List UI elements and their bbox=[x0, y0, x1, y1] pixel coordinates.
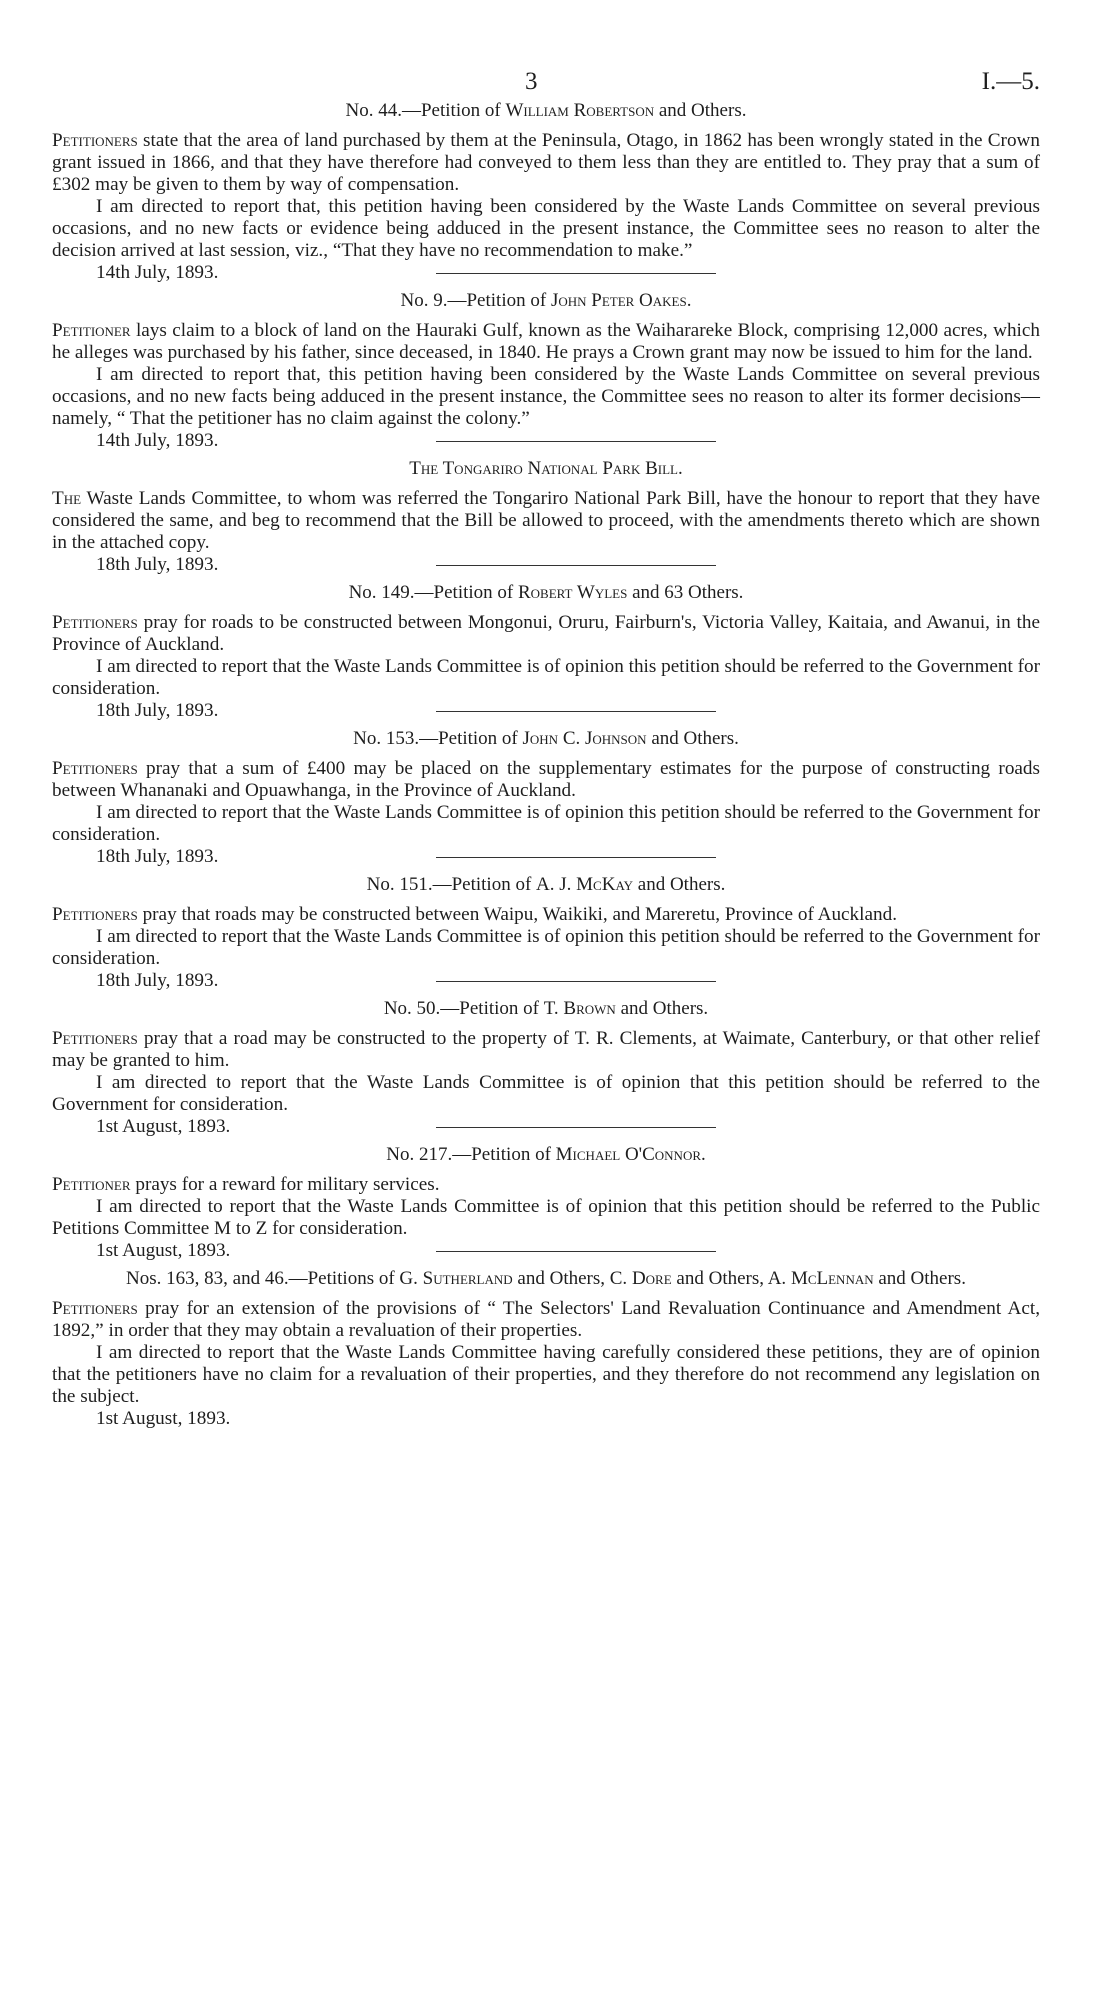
statement-text: pray that a sum of £400 may be placed on the supplementary estimates for the purpose of constructing roads between Whananaki and Opuawhanga, in the Province of Auckland. bbox=[52, 758, 1040, 801]
petitioner-name: William Robertson bbox=[505, 100, 655, 121]
section-divider bbox=[436, 711, 716, 712]
page-header bbox=[52, 0, 1040, 100]
statement-text: pray that roads may be constructed between Waipu, Waikiki, and Mareretu, Province of Auckland. bbox=[137, 904, 897, 925]
petitioner-name: John Peter Oakes bbox=[550, 290, 687, 311]
lead-word: Petitioners bbox=[52, 1028, 138, 1049]
petitioner-name: T. Brown bbox=[543, 998, 616, 1019]
section-divider bbox=[436, 857, 716, 858]
section-divider bbox=[436, 273, 716, 274]
document-reference: I.—5. bbox=[981, 68, 1040, 95]
page-number: 3 bbox=[525, 68, 538, 95]
report-date: 14th July, 1893. bbox=[96, 430, 219, 451]
petitioner-name-dore: Dore bbox=[631, 1268, 672, 1289]
committee-report: I am directed to report that, this petition having been considered by the Waste Lands Committee on several previous occasions, and no new facts or evidence being adduced in the present instance, the Committee sees no reason to alter the decision arrived at last session, viz., “That they have no recommendation to make.” bbox=[52, 196, 1040, 261]
section-divider bbox=[436, 1251, 716, 1252]
statement-text: pray for an extension of the provisions of “ The Selectors' Land Revaluation Continuance and Amendment Act, 1892,” in order that they may obtain a revaluation of their properties. bbox=[52, 1298, 1040, 1341]
section-divider bbox=[436, 565, 716, 566]
title-suffix: . bbox=[686, 290, 692, 311]
report-date: 18th July, 1893. bbox=[96, 700, 219, 721]
section-title bbox=[52, 728, 1040, 750]
title-suffix: . bbox=[701, 1144, 706, 1165]
title-prefix: No. 149.—Petition of bbox=[348, 582, 518, 603]
statement-text: pray for roads to be constructed between Mongonui, Oruru, Fairburn's, Victoria Valley, Kaitaia, and Awanui, in the Province of Auckland. bbox=[52, 612, 1040, 655]
committee-report: I am directed to report that the Waste Lands Committee having carefully considered these petitions, they are of opinion that the petitioners have no claim for a revaluation of their properties, and they therefore do not recommend any legislation on the subject. bbox=[52, 1342, 1040, 1407]
title-prefix: No. 217.—Petition of bbox=[386, 1144, 556, 1165]
report-date: 1st August, 1893. bbox=[96, 1408, 231, 1429]
lead-word: The bbox=[52, 488, 82, 509]
title-prefix: No. 153.—Petition of bbox=[353, 728, 523, 749]
title-connector: and Others, A. bbox=[671, 1268, 787, 1289]
title-prefix: Nos. 163, 83, and 46.—Petitions of G. bbox=[126, 1268, 423, 1289]
petition-statement bbox=[52, 612, 1040, 656]
lead-word: Petitioners bbox=[52, 904, 138, 925]
petition-statement bbox=[52, 758, 1040, 802]
petition-section-9 bbox=[52, 290, 1040, 452]
petitioner-name-mclennan: McLennan bbox=[790, 1268, 874, 1289]
section-title bbox=[52, 1144, 1040, 1166]
petitioner-name: A. J. McKay bbox=[536, 874, 634, 895]
section-title bbox=[52, 100, 1040, 122]
section-title bbox=[52, 290, 1040, 312]
petition-section-163-83-46 bbox=[52, 1268, 1040, 1430]
statement-text: prays for a reward for military services. bbox=[130, 1174, 440, 1195]
report-date: 1st August, 1893. bbox=[96, 1240, 231, 1261]
section-title bbox=[52, 998, 1040, 1020]
title-suffix: and 63 Others. bbox=[627, 582, 744, 603]
section-title bbox=[52, 582, 1040, 604]
bill-statement bbox=[52, 488, 1040, 554]
document-page bbox=[52, 0, 1040, 1430]
committee-report: I am directed to report that the Waste Lands Committee is of opinion that this petition should be referred to the Public Petitions Committee M to Z for consideration. bbox=[52, 1196, 1040, 1239]
report-date: 18th July, 1893. bbox=[96, 554, 219, 575]
committee-report: I am directed to report that the Waste Lands Committee is of opinion this petition should be referred to the Government for consideration. bbox=[52, 802, 1040, 845]
committee-report: I am directed to report that the Waste Lands Committee is of opinion this petition should be referred to the Government for consideration. bbox=[52, 926, 1040, 969]
petition-statement bbox=[52, 130, 1040, 196]
title-suffix: and Others. bbox=[633, 874, 726, 895]
petition-statement bbox=[52, 1298, 1040, 1342]
petition-section-151 bbox=[52, 874, 1040, 992]
title-connector: and Others, C. bbox=[512, 1268, 632, 1289]
title-prefix: No. 151.—Petition of bbox=[366, 874, 537, 895]
statement-text: pray that a road may be constructed to the property of T. R. Clements, at Waimate, Canterbury, or that other relief may be granted to him. bbox=[52, 1028, 1040, 1071]
petition-statement bbox=[52, 904, 1040, 926]
statement-text: lays claim to a block of land on the Hauraki Gulf, known as the Waiharareke Block, comprising 12,000 acres, which he alleges was purchased by his father, since deceased, in 1840. He prays a Crown grant may now be issued to him for the land. bbox=[52, 320, 1040, 363]
bill-section-tongariro bbox=[52, 458, 1040, 576]
section-title bbox=[52, 874, 1040, 896]
section-title: The Tongariro National Park Bill. bbox=[409, 458, 683, 479]
petitioner-name: John C. Johnson bbox=[522, 728, 647, 749]
petition-section-149 bbox=[52, 582, 1040, 722]
section-divider bbox=[436, 1127, 716, 1128]
statement-text: Waste Lands Committee, to whom was referred the Tongariro National Park Bill, have the honour to report that they have considered the same, and beg to recommend that the Bill be allowed to proceed, with the amendments thereto which are shown in the attached copy. bbox=[52, 488, 1040, 553]
petitioner-name: Robert Wyles bbox=[517, 582, 628, 603]
lead-word: Petitioners bbox=[52, 758, 138, 779]
lead-word: Petitioners bbox=[52, 130, 138, 151]
title-prefix: No. 44.—Petition of bbox=[345, 100, 506, 121]
committee-report: I am directed to report that the Waste Lands Committee is of opinion that this petition should be referred to the Government for consideration. bbox=[52, 1072, 1040, 1115]
title-suffix: and Others. bbox=[646, 728, 739, 749]
title-suffix: and Others. bbox=[615, 998, 709, 1019]
committee-report: I am directed to report that, this petition having been considered by the Waste Lands Committee on several previous occasions, and no new facts being adduced in the present instance, the Committee sees no reason to alter its former decisions—namely, “ That the petitioner has no claim against the colony.” bbox=[52, 364, 1040, 429]
report-date: 14th July, 1893. bbox=[96, 262, 219, 283]
petitioner-name: Michael O'Connor bbox=[555, 1144, 701, 1165]
petition-section-44 bbox=[52, 100, 1040, 284]
title-prefix: No. 9.—Petition of bbox=[400, 290, 551, 311]
petition-statement bbox=[52, 1174, 1040, 1196]
committee-report: I am directed to report that the Waste Lands Committee is of opinion this petition should be referred to the Government for consideration. bbox=[52, 656, 1040, 699]
section-title bbox=[52, 1268, 1040, 1290]
petition-section-217 bbox=[52, 1144, 1040, 1262]
petition-statement bbox=[52, 320, 1040, 364]
report-date: 18th July, 1893. bbox=[96, 846, 219, 867]
section-divider bbox=[436, 441, 716, 442]
report-date: 18th July, 1893. bbox=[96, 970, 219, 991]
petition-section-153 bbox=[52, 728, 1040, 868]
statement-text: state that the area of land purchased by them at the Peninsula, Otago, in 1862 has been wrongly stated in the Crown grant issued in 1866, and that they have therefore had conveyed to them less than they are entitled to. They pray that a sum of £302 may be given to them by way of compensation. bbox=[52, 130, 1040, 195]
title-suffix: and Others. bbox=[654, 100, 747, 121]
lead-word: Petitioners bbox=[52, 1298, 138, 1319]
lead-word: Petitioner bbox=[52, 1174, 131, 1195]
petition-statement bbox=[52, 1028, 1040, 1072]
petition-section-50 bbox=[52, 998, 1040, 1138]
lead-word: Petitioner bbox=[52, 320, 131, 341]
lead-word: Petitioners bbox=[52, 612, 138, 633]
section-divider bbox=[436, 981, 716, 982]
title-prefix: No. 50.—Petition of bbox=[383, 998, 544, 1019]
petitioner-name-sutherland: Sutherland bbox=[422, 1268, 513, 1289]
title-suffix: and Others. bbox=[873, 1268, 966, 1289]
report-date: 1st August, 1893. bbox=[96, 1116, 231, 1137]
